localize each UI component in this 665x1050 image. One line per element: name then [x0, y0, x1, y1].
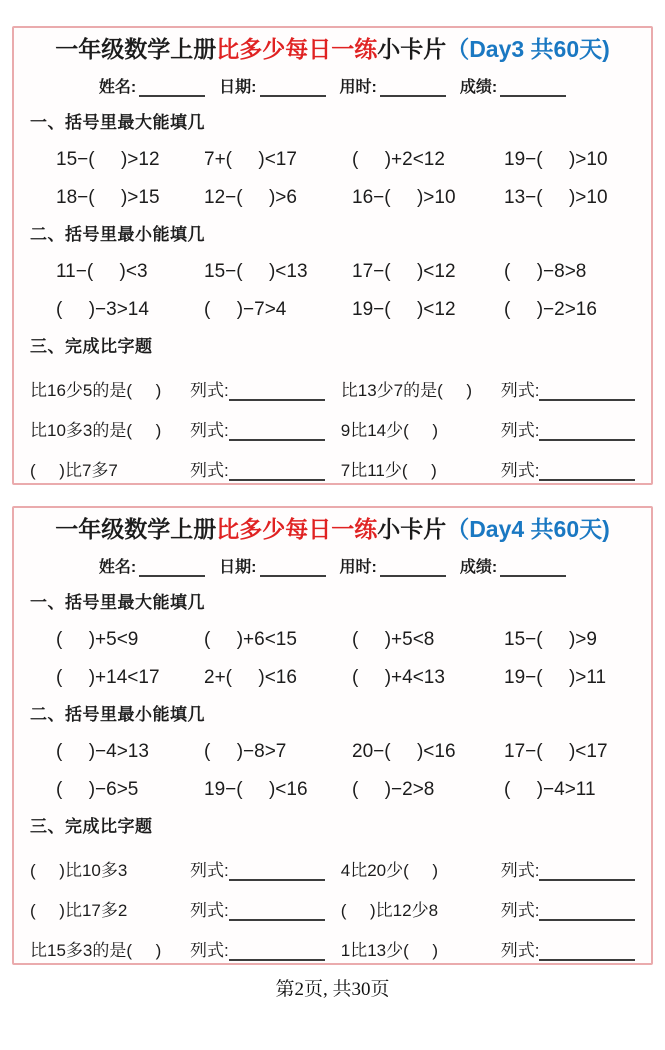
- score-blank-line: [500, 82, 566, 97]
- comparison-item: [341, 896, 636, 921]
- math-problem: 19−( )<12: [352, 298, 456, 320]
- problems-row: [30, 299, 635, 321]
- math-problem: 17−( )<12: [352, 260, 456, 282]
- math-problem: ( )−4>13: [56, 740, 149, 762]
- math-problem: 16−( )>10: [352, 186, 456, 208]
- card-title: [30, 515, 635, 544]
- math-problem: ( )+6<15: [204, 628, 297, 650]
- math-problem: ( )+5<8: [352, 628, 435, 650]
- name-label: 姓名:: [98, 558, 137, 576]
- time-field: [340, 554, 446, 577]
- problems-row: [30, 779, 635, 801]
- math-problem: 12−( )>6: [204, 186, 297, 208]
- comparison-question: 7比11少( ): [340, 460, 437, 480]
- equation-label: 列式:: [190, 900, 229, 920]
- answer-line: [539, 946, 635, 961]
- math-problem: 17−( )<17: [504, 740, 608, 762]
- title-day-part: （Day4 共60天): [446, 516, 610, 542]
- math-problem: ( )+14<17: [56, 666, 160, 688]
- comparison-question: 4比20少( ): [340, 860, 439, 880]
- date-label: 日期:: [219, 78, 257, 96]
- equation-label: 列式:: [190, 380, 229, 400]
- comparison-item: [341, 416, 636, 441]
- comparison-item: [30, 856, 325, 881]
- equation-label: 列式:: [190, 420, 229, 440]
- comparison-item: [341, 936, 636, 961]
- math-problem: ( )−6>5: [56, 778, 139, 800]
- math-problem: ( )+2<12: [352, 148, 445, 170]
- name-field: [99, 554, 205, 577]
- comparison-item: [30, 936, 325, 961]
- answer-line: [539, 906, 635, 921]
- math-problem: 11−( )<3: [56, 260, 148, 282]
- math-problem: ( )−7>4: [204, 298, 287, 320]
- math-problem: ( )−2>16: [504, 298, 597, 320]
- comparison-problems-grid: [30, 361, 635, 485]
- score-label: 成绩:: [459, 558, 498, 576]
- student-info-line: [30, 74, 635, 97]
- section3-heading: 三、完成比字题: [30, 336, 153, 356]
- name-blank-line: [139, 562, 205, 577]
- score-label: 成绩:: [459, 78, 498, 96]
- answer-line: [229, 906, 325, 921]
- title-topic-part: 比多少每日一练: [216, 36, 378, 62]
- math-problem: ( )+4<13: [352, 666, 445, 688]
- date-label: 日期:: [219, 558, 257, 576]
- math-problem: ( )−8>8: [504, 260, 587, 282]
- time-blank-line: [380, 82, 446, 97]
- title-grade-part: 一年级数学上册: [55, 516, 217, 542]
- score-field: [460, 74, 566, 97]
- problems-row: [30, 667, 635, 689]
- score-blank-line: [500, 562, 566, 577]
- equation-label: 列式:: [500, 940, 540, 960]
- math-problem: 19−( )<16: [204, 778, 308, 800]
- comparison-item: [30, 416, 325, 441]
- math-problem: ( )−2>8: [352, 778, 435, 800]
- comparison-item: [341, 856, 636, 881]
- problems-row: [30, 187, 635, 209]
- problems-row: [30, 261, 635, 283]
- answer-line: [229, 946, 325, 961]
- answer-line: [229, 466, 325, 481]
- comparison-problems-grid: [30, 841, 635, 965]
- name-field: [99, 74, 205, 97]
- comparison-question: 9比14少( ): [340, 420, 439, 440]
- page-number-footer: 第2页, 共30页: [275, 979, 390, 1000]
- time-blank-line: [380, 562, 446, 577]
- date-blank-line: [260, 82, 326, 97]
- time-label: 用时:: [339, 78, 377, 96]
- comparison-question: 1比13少( ): [340, 940, 439, 960]
- title-day-part: （Day3 共60天): [446, 36, 610, 62]
- equation-label: 列式:: [500, 860, 540, 880]
- math-problem: 2+( )<16: [204, 666, 297, 688]
- answer-line: [229, 386, 325, 401]
- comparison-question: 比13少7的是( ): [340, 380, 473, 400]
- comparison-item: [30, 896, 325, 921]
- comparison-item: [30, 376, 325, 401]
- name-label: 姓名:: [98, 78, 137, 96]
- answer-line: [539, 386, 635, 401]
- title-card-part: 小卡片: [377, 516, 447, 542]
- worksheet-card-day3: [12, 26, 653, 485]
- worksheet-card-day4: [12, 506, 653, 965]
- score-field: [460, 554, 566, 577]
- comparison-question: 比10多3的是( ): [30, 420, 162, 440]
- time-label: 用时:: [339, 558, 377, 576]
- section1-heading: 一、括号里最大能填几: [30, 592, 205, 612]
- problems-row: [30, 629, 635, 651]
- comparison-question: 比15多3的是( ): [30, 940, 162, 960]
- date-blank-line: [260, 562, 326, 577]
- comparison-item: [341, 376, 636, 401]
- date-field: [219, 554, 325, 577]
- math-problem: 20−( )<16: [352, 740, 456, 762]
- math-problem: 18−( )>15: [56, 186, 160, 208]
- math-problem: 19−( )>11: [504, 666, 607, 688]
- comparison-question: ( )比10多3: [30, 860, 128, 880]
- equation-label: 列式:: [190, 860, 229, 880]
- section2-heading: 二、括号里最小能填几: [30, 704, 205, 724]
- section2-heading: 二、括号里最小能填几: [30, 224, 205, 244]
- comparison-question: 比16少5的是( ): [30, 380, 162, 400]
- section1-heading: 一、括号里最大能填几: [30, 112, 205, 132]
- math-problem: 13−( )>10: [504, 186, 608, 208]
- equation-label: 列式:: [500, 460, 540, 480]
- equation-label: 列式:: [500, 420, 540, 440]
- title-card-part: 小卡片: [377, 36, 447, 62]
- answer-line: [539, 466, 635, 481]
- answer-line: [539, 426, 635, 441]
- answer-line: [229, 866, 325, 881]
- math-problem: ( )−8>7: [204, 740, 287, 762]
- math-problem: 7+( )<17: [204, 148, 297, 170]
- student-info-line: [30, 554, 635, 577]
- section3-heading: 三、完成比字题: [30, 816, 153, 836]
- answer-line: [229, 426, 325, 441]
- title-topic-part: 比多少每日一练: [216, 516, 378, 542]
- equation-label: 列式:: [190, 460, 229, 480]
- comparison-question: ( )比17多2: [30, 900, 128, 920]
- answer-line: [539, 866, 635, 881]
- math-problem: ( )+5<9: [56, 628, 139, 650]
- comparison-question: ( )比12少8: [340, 900, 439, 920]
- name-blank-line: [139, 82, 205, 97]
- math-problem: 15−( )>12: [56, 148, 160, 170]
- card-title: [30, 35, 635, 64]
- title-grade-part: 一年级数学上册: [55, 36, 217, 62]
- equation-label: 列式:: [500, 380, 540, 400]
- math-problem: 15−( )<13: [204, 260, 308, 282]
- math-problem: 19−( )>10: [504, 148, 608, 170]
- date-field: [219, 74, 325, 97]
- equation-label: 列式:: [500, 900, 540, 920]
- comparison-item: [341, 456, 636, 481]
- comparison-item: [30, 456, 325, 481]
- time-field: [340, 74, 446, 97]
- math-problem: ( )−4>11: [504, 778, 596, 800]
- math-problem: ( )−3>14: [56, 298, 149, 320]
- comparison-question: ( )比7多7: [30, 460, 118, 480]
- problems-row: [30, 741, 635, 763]
- math-problem: 15−( )>9: [504, 628, 597, 650]
- problems-row: [30, 149, 635, 171]
- equation-label: 列式:: [190, 940, 229, 960]
